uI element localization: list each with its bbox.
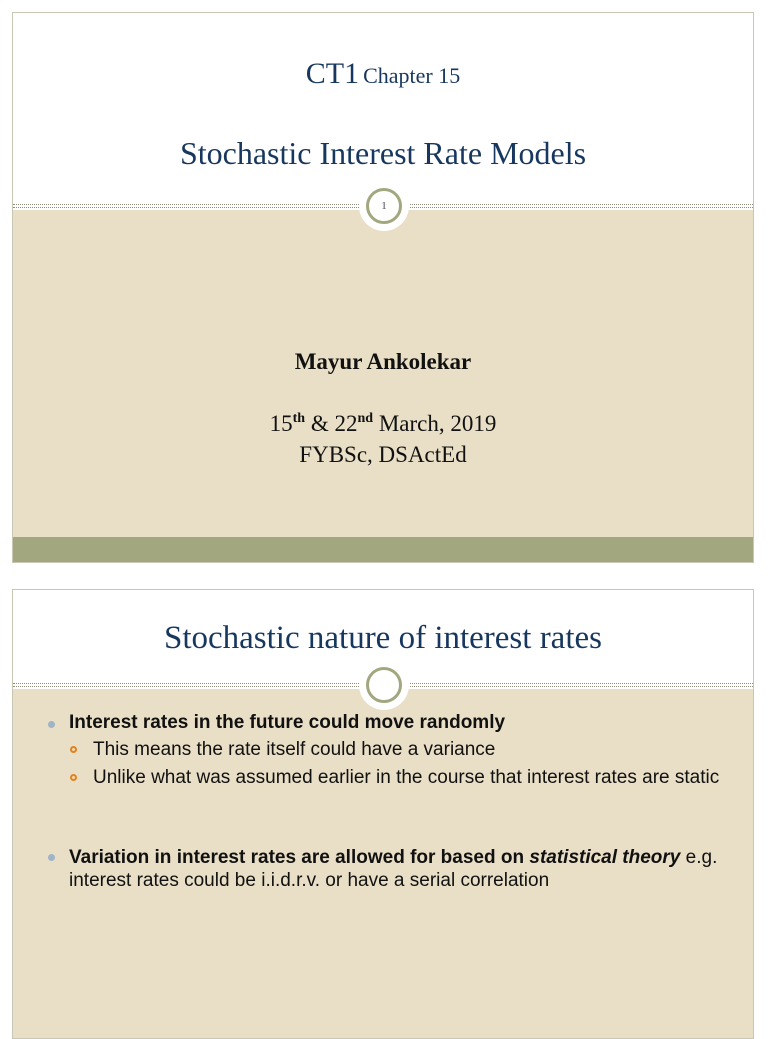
content-slide — [12, 589, 754, 1039]
bullet-dot-icon — [48, 721, 55, 728]
bullet-item — [69, 846, 739, 892]
slide-ornament — [359, 660, 409, 710]
author-name: Mayur Ankolekar — [294, 349, 472, 374]
sub-bullet-ring-icon — [70, 746, 77, 753]
date-day2-suffix: nd — [357, 411, 374, 426]
course-code: CT1 — [305, 57, 360, 90]
title-slide — [12, 12, 754, 563]
ornament-ring — [366, 667, 402, 703]
chapter-label: Chapter 15 — [363, 63, 461, 88]
sub-bullet-item: This means the rate itself could have a variance — [93, 739, 496, 760]
date-line — [13, 411, 753, 437]
slide-title: Stochastic Interest Rate Models — [179, 135, 587, 171]
slide-number-badge — [359, 181, 409, 231]
course-code-heading — [13, 57, 753, 91]
title-area — [13, 13, 753, 206]
date-month-year: March, 2019 — [373, 411, 497, 436]
sub-bullet-item: Unlike what was assumed earlier in the course that interest rates are static — [93, 767, 720, 788]
bullet-item: Interest rates in the future could move randomly — [69, 712, 506, 733]
date-day2: & 22 — [305, 411, 358, 436]
bullet-dot-icon — [48, 854, 55, 861]
sub-bullet-ring-icon — [70, 774, 77, 781]
date-day1: 15 — [269, 411, 293, 436]
slide-number: 1 — [366, 188, 402, 224]
course-name: FYBSc, DSActEd — [299, 442, 467, 467]
date-day1-suffix: th — [292, 411, 306, 426]
footer-band — [13, 537, 753, 562]
bullet-text-bold: Variation in interest rates are allowed for based on — [69, 847, 530, 868]
slide-title: Stochastic nature of interest rates — [163, 620, 602, 656]
bullet-text-regular: e.g. interest rates could be i.i.d.r.v. or have a serial correlation — [69, 847, 718, 891]
bullet-text-emphasis: statistical theory — [529, 847, 681, 868]
